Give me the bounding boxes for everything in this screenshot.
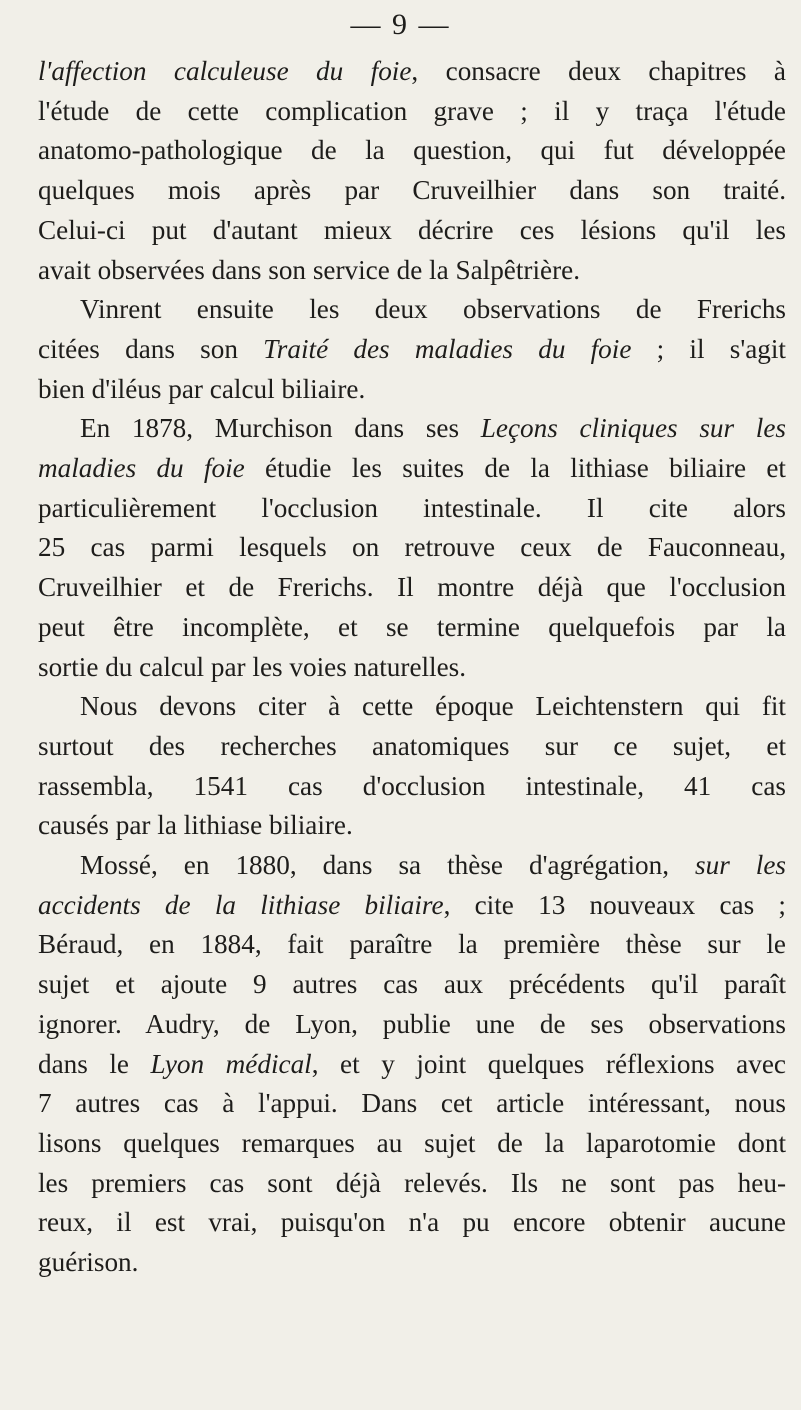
text-line xyxy=(38,925,786,965)
paragraph xyxy=(38,687,786,846)
text-line xyxy=(38,846,786,886)
page-number: — 9 — xyxy=(350,8,451,41)
italic-text: maladies du foie xyxy=(38,453,245,484)
text-segment: , et y joint quelques réflexions avec xyxy=(311,1048,786,1079)
text-segment: , consacre deux chapitres à xyxy=(411,56,786,86)
text-line xyxy=(38,767,786,807)
text-segment: Celui-ci put d'autant mieux décrire ces lésions qu'il les xyxy=(38,214,786,245)
italic-text: Traité des maladies du foie xyxy=(263,333,632,364)
paragraph xyxy=(38,409,786,687)
text-line xyxy=(38,370,786,410)
text-line xyxy=(38,330,786,370)
paragraph xyxy=(38,52,786,290)
text-line xyxy=(38,528,786,568)
text-line xyxy=(38,1045,786,1085)
text-line xyxy=(38,1124,786,1164)
text-segment: ; il s'agit xyxy=(631,333,786,364)
text-segment: sortie du calcul par les voies naturelles. xyxy=(38,651,467,682)
text-segment: particulièrement l'occlusion intestinale. Il cite alors xyxy=(38,492,786,523)
text-line xyxy=(38,52,786,92)
text-segment: dans le xyxy=(38,1048,151,1079)
text-segment: 7 autres cas à l'appui. Dans cet article intéressant, nous xyxy=(38,1088,786,1119)
text-line xyxy=(38,489,786,529)
text-line xyxy=(38,92,786,132)
text-line xyxy=(38,1243,786,1283)
text-segment: En 1878, Murchison dans ses xyxy=(80,413,481,444)
text-segment: sujet et ajoute 9 autres cas aux précédents qu'il paraît xyxy=(38,969,786,1000)
text-segment: anatomo-pathologique de la question, qui fut développée xyxy=(38,135,786,166)
text-segment: les premiers cas sont déjà relevés. Ils ne sont pas heu- xyxy=(38,1167,786,1198)
text-segment: rassembla, 1541 cas d'occlusion intestinale, 41 cas xyxy=(38,770,786,801)
body-text xyxy=(38,52,786,1283)
text-line xyxy=(38,687,786,727)
text-segment: l'étude de cette complication grave ; il y traça l'étude xyxy=(38,95,786,126)
text-segment: peut être incomplète, et se termine quelquefois par la xyxy=(38,611,786,642)
text-segment: guérison. xyxy=(38,1247,139,1278)
text-segment: quelques mois après par Cruveilhier dans son traité. xyxy=(38,175,786,206)
text-segment: avait observées dans son service de la Salpêtrière. xyxy=(38,254,581,285)
text-line xyxy=(38,965,786,1005)
italic-text: Leçons cliniques sur les xyxy=(480,413,786,444)
text-line xyxy=(38,1203,786,1243)
text-segment: citées dans son xyxy=(38,333,264,364)
text-line xyxy=(38,1005,786,1045)
text-line xyxy=(38,806,786,846)
text-segment: bien d'iléus par calcul biliaire. xyxy=(38,373,366,404)
text-segment: Nous devons citer à cette époque Leichtenstern qui fit xyxy=(80,691,786,722)
paragraph xyxy=(38,846,786,1283)
text-line xyxy=(38,608,786,648)
italic-text: Lyon médical xyxy=(150,1048,312,1079)
text-segment: 25 cas parmi lesquels on retrouve ceux de Fauconneau, xyxy=(38,532,786,563)
text-segment: étudie les suites de la lithiase biliaire et xyxy=(244,453,786,484)
text-line xyxy=(38,131,786,171)
text-segment: Cruveilhier et de Frerichs. Il montre déjà que l'occlusion xyxy=(38,572,786,603)
text-segment: , cite 13 nouveaux cas ; xyxy=(443,889,786,920)
italic-text: l'affection calculeuse du foie xyxy=(38,56,412,86)
text-line xyxy=(38,727,786,767)
text-segment: lisons quelques remarques au sujet de la laparotomie dont xyxy=(38,1127,786,1158)
text-line xyxy=(38,449,786,489)
text-segment: reux, il est vrai, puisqu'on n'a pu encore obtenir aucune xyxy=(38,1207,786,1238)
text-segment: Béraud, en 1884, fait paraître la première thèse sur le xyxy=(38,929,786,960)
text-line xyxy=(38,886,786,926)
italic-text: accidents de la lithiase biliaire xyxy=(38,889,444,920)
text-segment: ignorer. Audry, de Lyon, publie une de ses observations xyxy=(38,1008,786,1039)
text-line xyxy=(38,1164,786,1204)
text-line xyxy=(38,251,786,291)
text-segment: surtout des recherches anatomiques sur ce sujet, et xyxy=(38,730,786,761)
text-line xyxy=(38,648,786,688)
text-line xyxy=(38,171,786,211)
text-segment: causés par la lithiase biliaire. xyxy=(38,810,353,841)
italic-text: sur les xyxy=(695,850,786,881)
paragraph xyxy=(38,290,786,409)
text-line xyxy=(38,568,786,608)
text-segment: Mossé, en 1880, dans sa thèse d'agrégation, xyxy=(80,850,696,881)
text-line xyxy=(38,290,786,330)
text-line xyxy=(38,409,786,449)
text-line xyxy=(38,211,786,251)
text-segment: Vinrent ensuite les deux observations de Frerichs xyxy=(80,294,786,325)
text-line xyxy=(38,1084,786,1124)
